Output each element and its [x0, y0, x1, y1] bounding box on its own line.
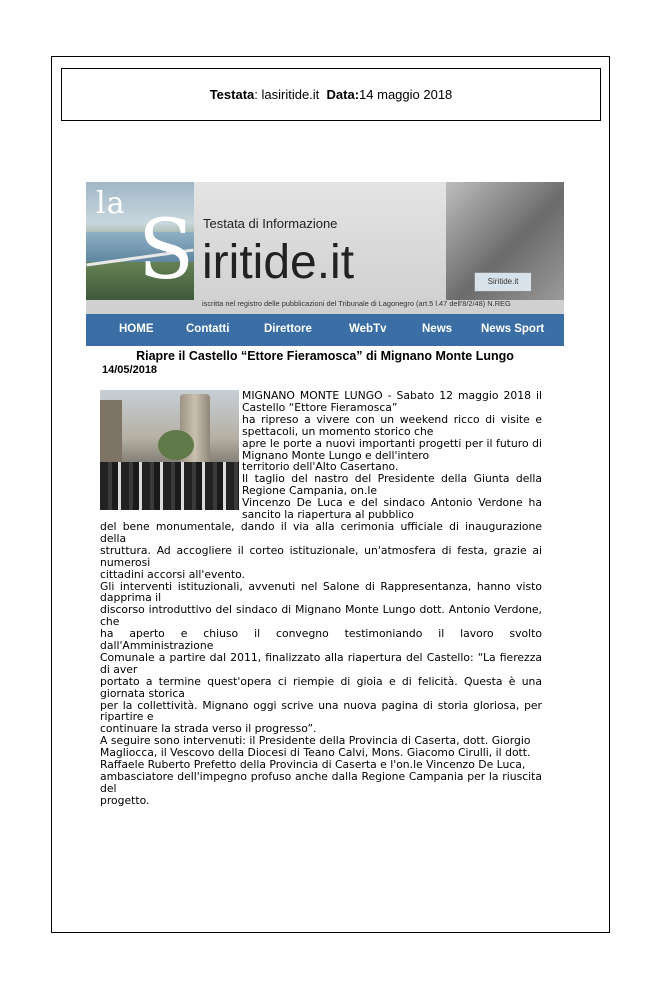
logo-tagline: Testata di Informazione	[203, 216, 338, 231]
body-line: Comunale a partire dal 2011, finalizzato alla riapertura del Castello: “La fierezza di aver	[100, 650, 542, 676]
nav-contatti[interactable]: Contatti	[186, 323, 230, 335]
logo-la: la	[96, 186, 126, 221]
body-line: cittadini accorsi all'evento.	[100, 567, 245, 581]
testata-value: : lasiritide.it	[254, 87, 320, 102]
body-line: ambasciatore dell'impegno profuso anche dalla Regione Campania per la riuscita del	[100, 770, 542, 795]
logo-wordmark: iritide.it	[202, 236, 355, 289]
nav-news-sport[interactable]: News Sport	[481, 323, 545, 335]
testata-label: Testata	[209, 87, 255, 102]
body-line: Gli interventi istituzionali, avvenuti nel Salone di Rappresentanza, hanno visto dapprima il	[100, 579, 542, 605]
article-date: 14/05/2018	[102, 364, 158, 376]
body-line: A seguire sono intervenuti: il Presidente della Provincia di Caserta, dott. Giorgio	[100, 734, 531, 748]
body-line: ha ripreso a vivere con un weekend ricco di visite e spettacoli, un momento storico che	[242, 412, 542, 438]
body-line: portato a termine quest'opera ci riempie di gioia e di felicità. Questa è una giornata storica	[100, 674, 542, 700]
site-banner	[86, 182, 564, 314]
article-clipping	[86, 182, 564, 808]
newspaper-photo	[446, 182, 564, 300]
mini-logo: Siritide.it	[474, 272, 532, 292]
header-box	[61, 68, 601, 121]
article-title: Riapre il Castello “Ettore Fieramosca” di Mignano Monte Lungo	[136, 349, 514, 363]
nav-home[interactable]: HOME	[119, 323, 154, 335]
body-line: Il taglio del nastro del Presidente della Giunta della Regione Campania, on.le	[242, 472, 542, 498]
body-line: discorso introduttivo del sindaco di Mignano Monte Lungo dott. Antonio Verdone, che	[100, 603, 542, 629]
article-body	[100, 390, 542, 807]
body-line: Magliocca, il Vescovo della Diocesi di Teano Calvi, Mons. Giacomo Cirulli, il dott.	[100, 746, 531, 760]
body-line: Vincenzo De Luca e del sindaco Antonio Verdone ha sancito la riapertura al pubblico	[242, 496, 542, 522]
body-line: territorio dell'Alto Casertano.	[242, 460, 399, 474]
body-line: apre le porte a nuovi importanti progetti per il futuro di Mignano Monte Lungo e dell'intero	[242, 436, 542, 462]
body-line: ha aperto e chiuso il convegno testimoniando il lavoro svolto dall'Amministrazione	[100, 627, 542, 653]
main-nav	[86, 314, 564, 346]
body-line: Raffaele Ruberto Prefetto della Provincia di Caserta e l'on.le Vincenzo De Luca,	[100, 758, 526, 772]
logo-s: S	[138, 203, 195, 298]
body-line: continuare la strada verso il progresso”.	[100, 722, 317, 736]
body-line: MIGNANO MONTE LUNGO - Sabato 12 maggio 2018 il Castello “Ettore Fieramosca”	[242, 389, 542, 414]
data-value: 14 maggio 2018	[359, 87, 453, 102]
registry-note: iscritta nel registro delle pubblicazioni del Tribunale di Lagonegro (art.5 l.47 dell'8/2/48) N.REG	[202, 299, 511, 308]
nav-direttore[interactable]: Direttore	[264, 323, 312, 335]
nav-webtv[interactable]: WebTv	[349, 323, 387, 335]
body-line: del bene monumentale, dando il via alla cerimonia ufficiale di inaugurazione della	[100, 519, 542, 545]
body-line: struttura. Ad accogliere il corteo istituzionale, un'atmosfera di festa, grazie ai numerosi	[100, 543, 542, 569]
body-line: progetto.	[100, 793, 150, 807]
data-label: Data:	[326, 87, 360, 102]
nav-news[interactable]: News	[422, 323, 453, 335]
body-line: per la collettività. Mignano oggi scrive una nuova pagina di storia gloriosa, per ripartire e	[100, 698, 542, 724]
